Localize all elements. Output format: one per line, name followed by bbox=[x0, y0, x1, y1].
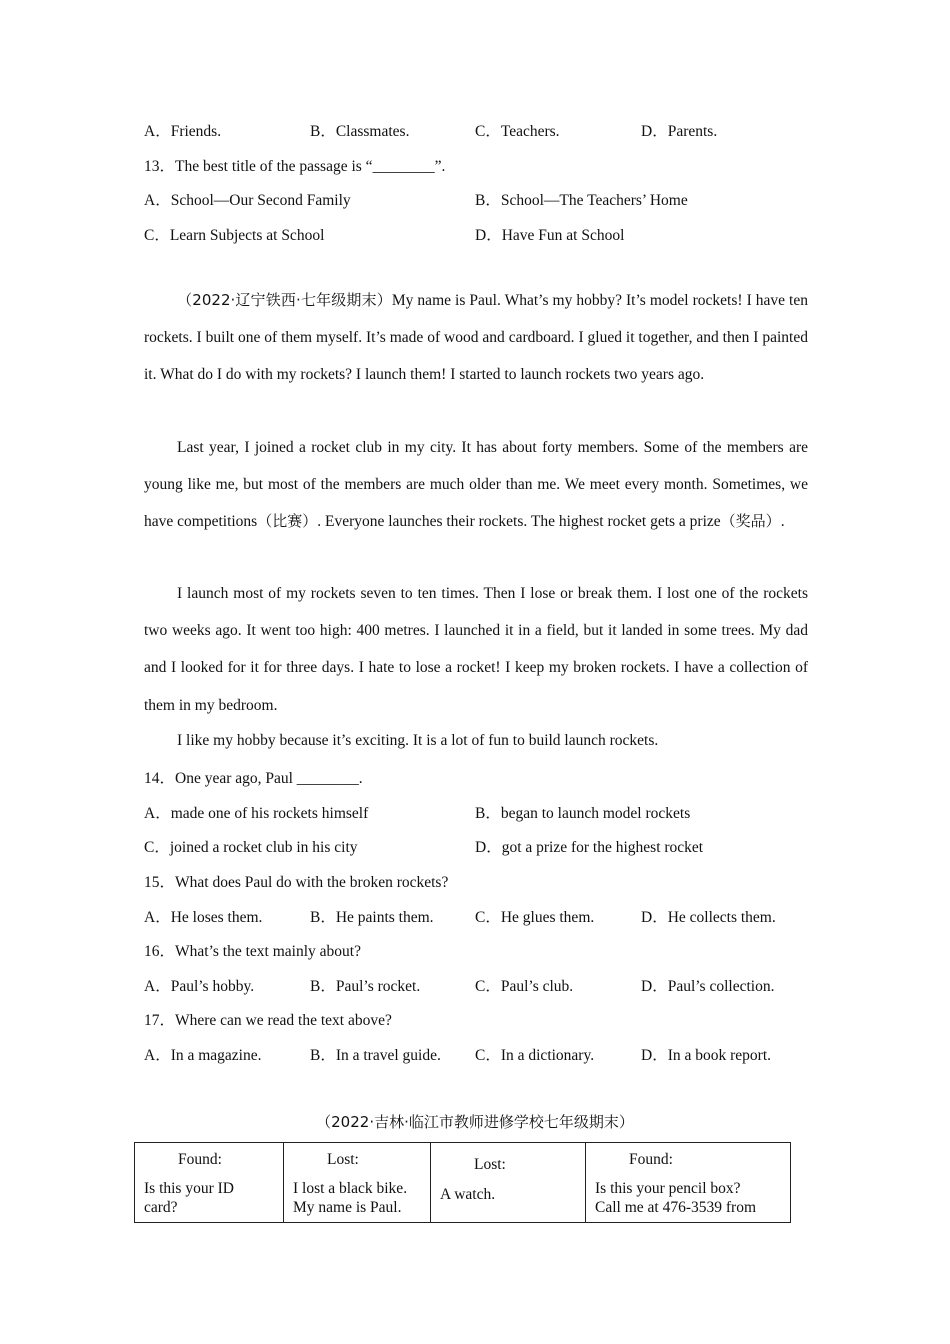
q15-option-a: A．He loses them. bbox=[144, 909, 263, 926]
notice-4-head: Found: bbox=[629, 1151, 673, 1168]
notice-2-head: Lost: bbox=[327, 1151, 359, 1168]
q13-option-d: D．Have Fun at School bbox=[475, 227, 625, 244]
q12-option-b: B．Classmates. bbox=[310, 123, 410, 140]
q13-stem: 13．The best title of the passage is “________”. bbox=[144, 158, 446, 175]
q17-option-c: C．In a dictionary. bbox=[475, 1047, 595, 1064]
q14-option-a: A．made one of his rockets himself bbox=[144, 805, 369, 822]
q15-stem: 15．What does Paul do with the broken rockets? bbox=[144, 874, 449, 891]
q17-option-d: D．In a book report. bbox=[641, 1047, 771, 1064]
q13-option-c: C．Learn Subjects at School bbox=[144, 227, 325, 244]
notice-4-body-1: Is this your pencil box? bbox=[595, 1180, 741, 1197]
q12-option-a: A．Friends. bbox=[144, 123, 222, 140]
passage-paragraph-2 bbox=[144, 429, 808, 541]
paragraph-2-text-c: . bbox=[780, 513, 785, 531]
notice-1-head: Found: bbox=[178, 1151, 222, 1168]
q16-option-b: B．Paul’s rocket. bbox=[310, 978, 421, 995]
notice-1-body-2: card? bbox=[144, 1199, 178, 1216]
passage-paragraph-4 bbox=[144, 722, 808, 759]
q16-option-c: C．Paul’s club. bbox=[475, 978, 574, 995]
paragraph-4-text: I like my hobby because it’s exciting. It is a lot of fun to build launch rockets. bbox=[177, 732, 659, 749]
q15-option-b: B．He paints them. bbox=[310, 909, 434, 926]
q17-stem: 17．Where can we read the text above? bbox=[144, 1012, 392, 1029]
q17-option-b: B．In a travel guide. bbox=[310, 1047, 441, 1064]
q15-option-c: C．He glues them. bbox=[475, 909, 595, 926]
q16-stem: 16．What’s the text mainly about? bbox=[144, 943, 361, 960]
gloss-competitions: （比赛） bbox=[257, 512, 318, 531]
q14-option-d: D．got a prize for the highest rocket bbox=[475, 839, 704, 856]
passage-source: （2022·辽宁铁西·七年级期末） bbox=[177, 291, 392, 309]
paragraph-2-text-a: Last year, I joined a rocket club in my city. It has about forty members. Some of the members are young like me, but most of the members are much older than me. We meet every month. Sometimes, we have competitions bbox=[144, 439, 808, 531]
notice-cell-4 bbox=[586, 1143, 791, 1223]
q16-option-a: A．Paul’s hobby. bbox=[144, 978, 255, 995]
paragraph-1-text: My name is Paul. What’s my hobby? It’s model rockets! I have ten rockets. I built one of them myself. It’s made of wood and cardboard. I glued it together, and then I painted it. What do I do with my rockets? I launch them! I started to launch rockets two years ago. bbox=[144, 292, 808, 384]
gloss-prize: （奖品） bbox=[720, 512, 781, 531]
notice-2-body-2: My name is Paul. bbox=[293, 1199, 402, 1216]
notices-table bbox=[134, 1142, 791, 1223]
q14-option-b: B．began to launch model rockets bbox=[475, 805, 691, 822]
notice-3-head: Lost: bbox=[474, 1156, 506, 1173]
passage-paragraph-1 bbox=[144, 282, 808, 394]
notice-cell-2 bbox=[284, 1143, 431, 1223]
q14-option-c: C．joined a rocket club in his city bbox=[144, 839, 358, 856]
notice-cell-1 bbox=[135, 1143, 284, 1223]
q13-option-a: A．School—Our Second Family bbox=[144, 192, 351, 209]
paragraph-3-text: I launch most of my rockets seven to ten times. Then I lose or break them. I lost one of the rockets two weeks ago. It went too high: 400 metres. I launched it in a field, but it landed in some trees. My dad and I looked for it for three days. I hate to lose a rocket! I keep my broken rockets. I have a collection of them in my bedroom. bbox=[144, 585, 808, 714]
notice-cell-3 bbox=[431, 1143, 586, 1223]
q12-option-d: D．Parents. bbox=[641, 123, 718, 140]
q14-stem: 14．One year ago, Paul ________. bbox=[144, 770, 363, 787]
q15-option-d: D．He collects them. bbox=[641, 909, 776, 926]
notice-1-body-1: Is this your ID bbox=[144, 1180, 234, 1197]
q16-option-d: D．Paul’s collection. bbox=[641, 978, 775, 995]
notice-4-body-2: Call me at 476-3539 from bbox=[595, 1199, 756, 1216]
q13-option-b: B．School—The Teachers’ Home bbox=[475, 192, 688, 209]
q12-option-c: C．Teachers. bbox=[475, 123, 560, 140]
q17-option-a: A．In a magazine. bbox=[144, 1047, 262, 1064]
paragraph-2-text-b: . Everyone launches their rockets. The highest rocket gets a prize bbox=[317, 513, 721, 531]
section-2-source: （2022·吉林·临江市教师进修学校七年级期末） bbox=[316, 1113, 634, 1131]
notice-3-body-1: A watch. bbox=[440, 1186, 496, 1203]
passage-paragraph-3 bbox=[144, 575, 808, 724]
notice-2-body-1: I lost a black bike. bbox=[293, 1180, 408, 1197]
